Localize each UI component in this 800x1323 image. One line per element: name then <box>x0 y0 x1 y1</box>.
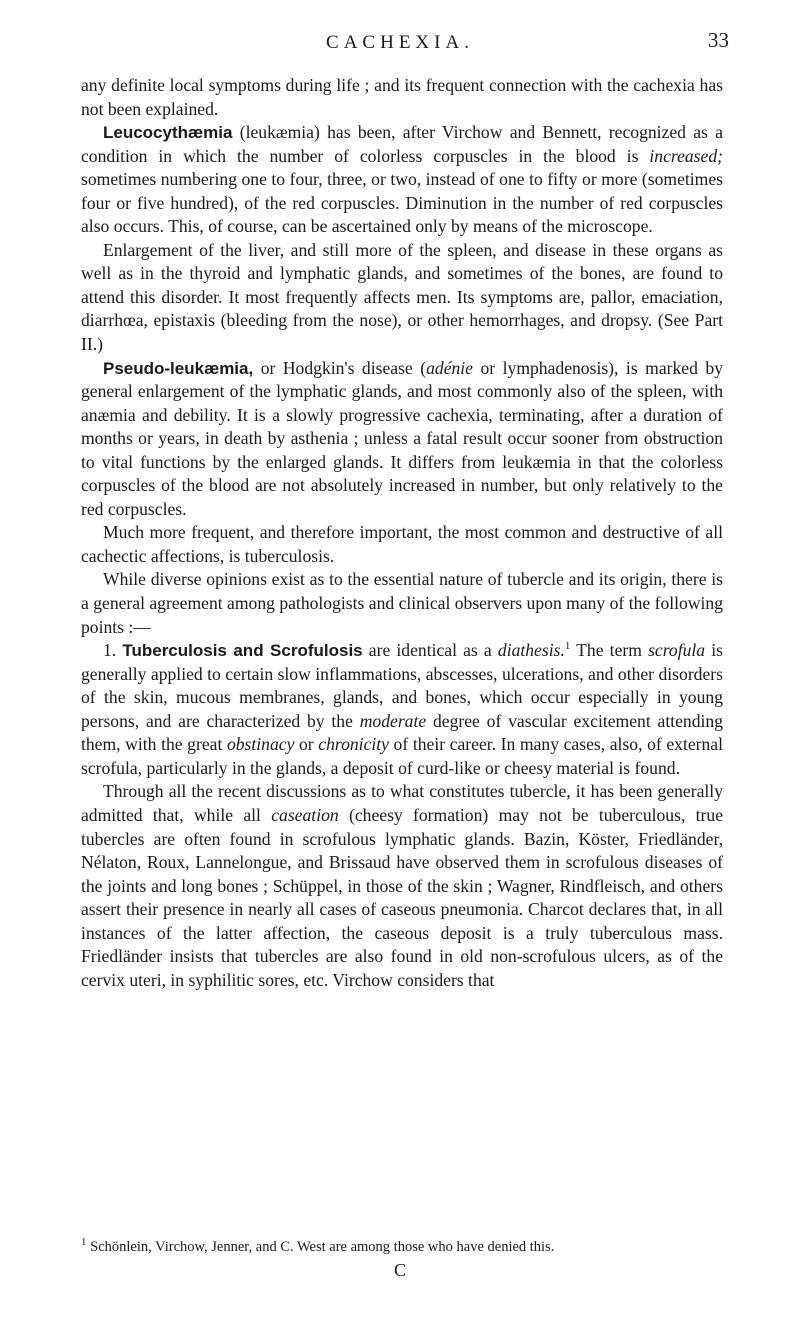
footnote-marker: 1 <box>81 1236 87 1249</box>
paragraph-point-1: 1. Tuberculosis and Scrofulosis are identical as a diathesis.$^1$ The term scrofula is generally applied to certain slow inflammations, abscesses, ulcerations, and other disorders of the skin, mucous membranes, glands, and bones, which occur especially in young persons, and are characterized by the moderate degree of vascular excitement attending them, with the great obstinacy or chronicity of their career. In many cases, also, of external scrofula, particularly in the glands, a deposit of curd-like or cheesy material is found. <box>81 640 724 778</box>
paragraph-pseudo-leukaemia: Pseudo-leukæmia, or Hodgkin's disease (adénie or lymphadenosis), is marked by general enlargement of the lymphatic glands, and most commonly also of the spleen, with anæmia and debility. It is a slowly progressive cachexia, terminating, after a duration of months or years, in death by asthenia ; unless a fatal result occur sooner from obstruction to vital functions by the enlarged glands. It differs from leukæmia in that the colorless corpuscles of the blood are not absolutely increased in number, but only relatively to the red corpuscles. <box>81 357 723 519</box>
term-leucocythaemia: Leucocythæmia <box>103 123 233 143</box>
paragraph-enlargement: Enlargement of the liver, and still more of the spleen, and disease in these organs as well as in the thyroid and lymphatic glands, and sometimes of the bones, are found to attend this disorder. It most frequently affects men. Its symptoms are, pallor, emaciation, diarrhœa, epistaxis (bleeding from the nose), or other hemorrhages, and dropsy. (See Part II.) <box>81 239 723 355</box>
page-header <box>0 26 800 56</box>
paragraph-discussions: Through all the recent discussions as to what constitutes tubercle, it has been generally admitted that, while all caseation (cheesy formation) may not be tuberculous, true tubercles are often found in scrofulous lymphatic glands. Bazin, Köster, Friedländer, Nélaton, Roux, Lannelongue, and Brissaud have observed them in scrofulous diseases of the joints and long bones ; Schüppel, in those of the skin ; Wagner, Rindfleisch, and others assert their presence in nearly all cases of caseous pneumonia. Charcot declares that, in all instances of the latter affection, the caseous deposit is a truly tuberculous mass. Friedländer insists that tubercles are also found in old non-scrofulous ulcers, as of the cervix uteri, in syphilitic sores, etc. Virchow considers that <box>81 781 724 990</box>
paragraph-continuation: any definite local symptoms during life ; and its frequent connection with the cachexia has not been explained. <box>81 75 723 119</box>
footnote-text: Schönlein, Virchow, Jenner, and C. West are among those who have denied this. <box>86 1239 555 1255</box>
paragraph-tuberculosis-intro: Much more frequent, and therefore important, the most common and destructive of all cachectic affections, is tuberculosis. <box>81 522 723 566</box>
signature-mark: C <box>393 1260 406 1280</box>
running-title: CACHEXIA. <box>326 32 474 53</box>
paragraph-leucocythaemia: Leucocythæmia (leukæmia) has been, after Virchow and Bennett, recognized as a condition in which the number of colorless corpuscles in the blood is increased; sometimes numbering one to four, three, or two, instead of one to fifty or more (sometimes four or five hundred), of the red corpuscles. Diminution in the number of red corpuscles also occurs. This, of course, can be ascertained only by means of the microscope. <box>81 122 723 237</box>
paragraph-opinions: While diverse opinions exist as to the essential nature of tubercle and its origin, there is a general agreement among pathologists and clinical observers upon many of the following points :— <box>81 569 723 637</box>
footnote-ref: 1 <box>564 640 571 653</box>
term-tuberculosis-scrofulosis: Tuberculosis and Scrofulosis <box>122 641 363 661</box>
body-text <box>81 74 723 992</box>
footnote <box>81 1238 741 1256</box>
page-number: 33 <box>708 28 729 52</box>
term-pseudo-leukaemia: Pseudo-leukæmia, <box>103 358 254 378</box>
